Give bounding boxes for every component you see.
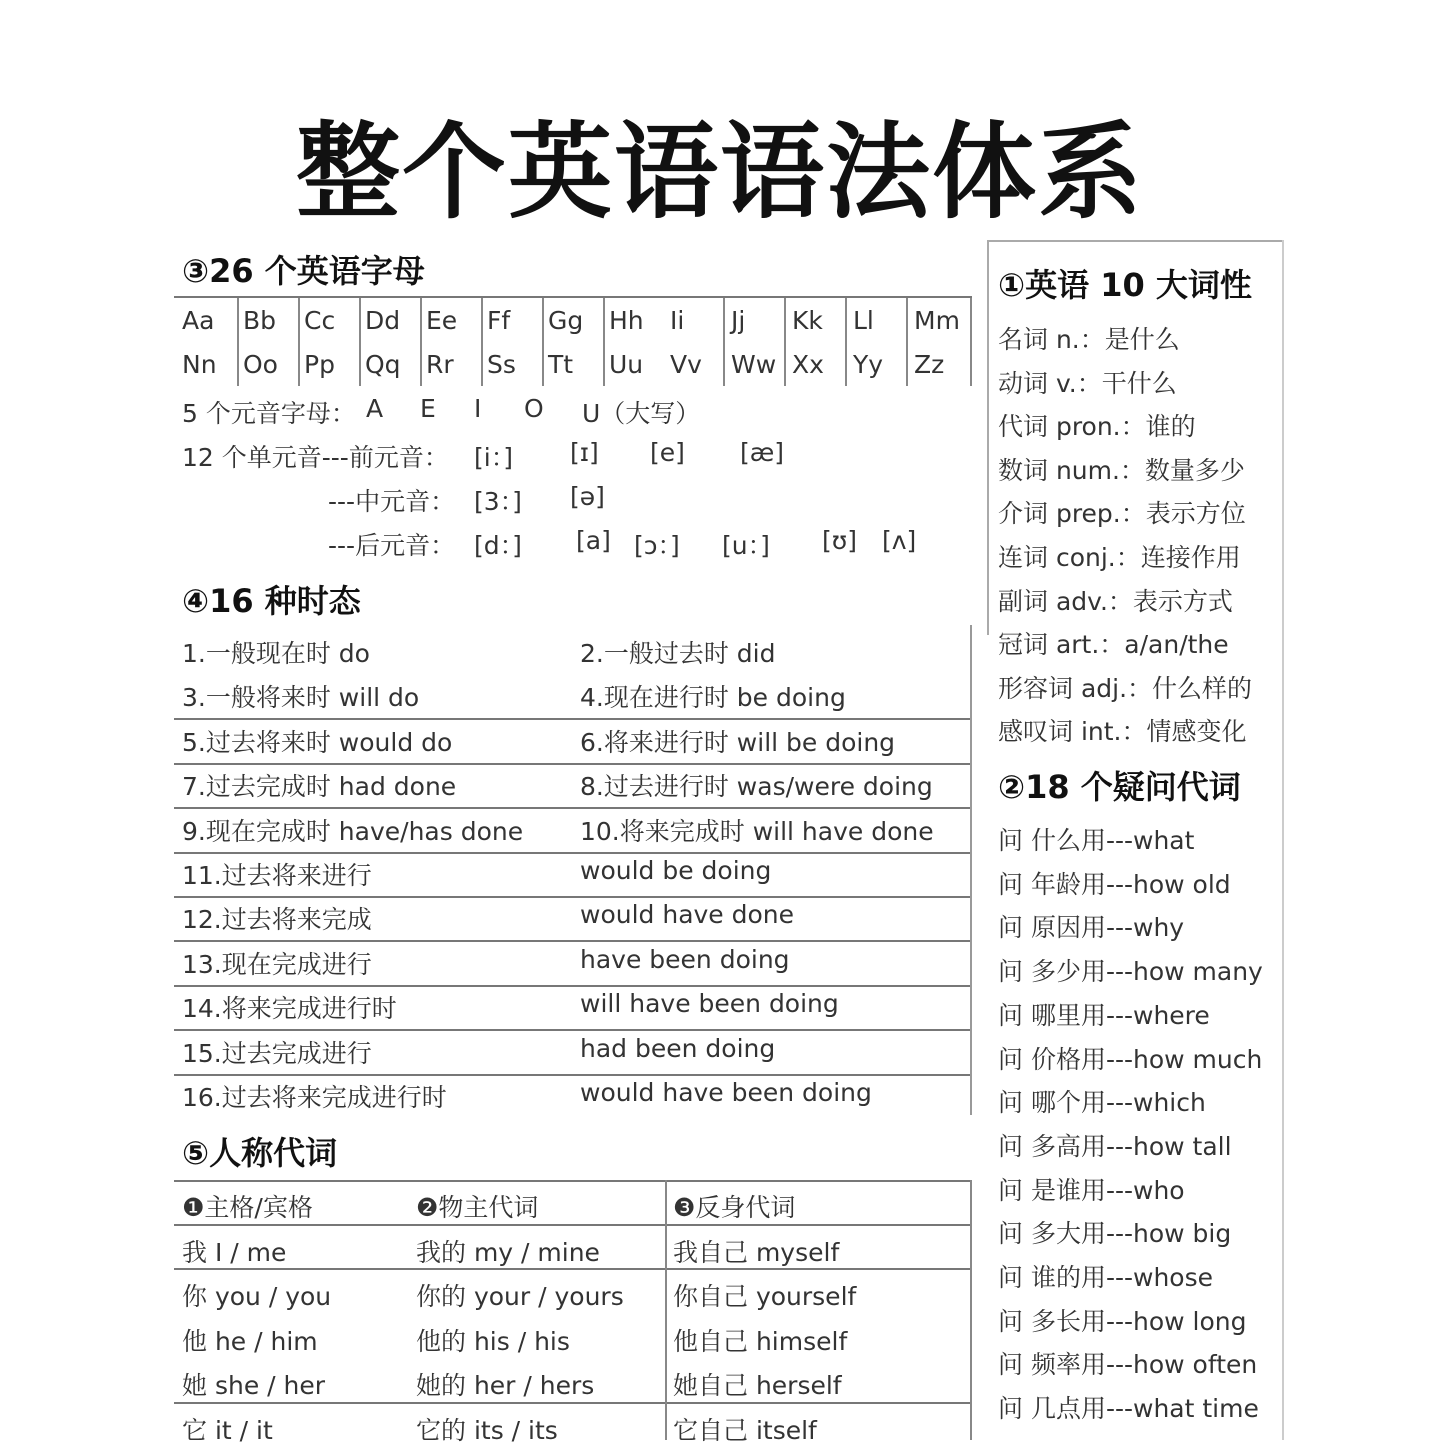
tense-form: would be doing: [580, 856, 772, 885]
phoneme: [i：]: [474, 443, 513, 472]
pronoun-header: ❷物主代词: [416, 1193, 539, 1222]
phoneme: [æ]: [740, 438, 785, 467]
alphabet-letter: Ss: [487, 350, 516, 379]
question-word-item: 问 谁的用---whose: [998, 1263, 1214, 1292]
pronouns-heading: ⑤人称代词: [182, 1134, 338, 1172]
pronoun-column-divider: [665, 1180, 667, 1440]
question-word-item: 问 频率用---how often: [998, 1350, 1258, 1380]
vowel-i: I: [474, 394, 482, 423]
alphabet-column-divider: [845, 298, 847, 386]
pronoun-cell: 你的 your / yours: [416, 1282, 624, 1312]
pronoun-cell: 它 it / it: [182, 1415, 273, 1445]
vowel-a: A: [366, 394, 384, 423]
pos-item: 代词 pron.：谁的: [998, 412, 1196, 442]
pos-item: 连词 conj.：连接作用: [998, 543, 1241, 572]
alphabet-letter: Yy: [853, 350, 884, 379]
alphabet-letter: Jj: [731, 306, 746, 335]
vowel-u: U（大写）: [582, 399, 701, 428]
tense-name: 1.一般现在时 do: [182, 639, 370, 668]
tense-name: 16.过去将来完成进行时: [182, 1083, 447, 1112]
question-word-item: 问 多高用---how tall: [998, 1131, 1232, 1161]
pronoun-cell: 他的 his / his: [416, 1326, 570, 1356]
pronoun-header: ❶主格/宾格: [182, 1193, 313, 1222]
alphabet-letter: Oo: [243, 350, 278, 379]
pronoun-cell: 她 she / her: [182, 1371, 326, 1401]
phoneme: [e]: [650, 438, 685, 467]
vowel-o: O: [524, 394, 544, 423]
alphabet-column-divider: [784, 298, 786, 386]
pos-item: 名词 n.：是什么: [998, 325, 1180, 354]
alphabet-letter: Tt: [548, 350, 574, 379]
alphabet-letter: Ff: [487, 306, 511, 335]
phoneme: [ʊ]: [822, 526, 857, 555]
tenses-right-border: [970, 625, 972, 1115]
pos-item: 副词 adv.：表示方式: [998, 586, 1233, 616]
pos-item: 数词 num.：数量多少: [998, 455, 1245, 485]
question-word-item: 问 价格用---how much: [998, 1044, 1263, 1074]
tense-form: 8.过去进行时 was/were doing: [580, 772, 933, 802]
pronoun-row-rule: [174, 1402, 972, 1404]
pronoun-cell: 你自己 yourself: [673, 1282, 857, 1312]
question-word-item: 问 哪里用---where: [998, 1000, 1210, 1030]
alphabet-letter: Ww: [731, 350, 777, 379]
tense-form: have been doing: [580, 944, 790, 974]
pronoun-column-divider: [970, 1180, 972, 1440]
alphabet-letter: Ll: [853, 306, 874, 335]
pronoun-cell: 他自己 himself: [673, 1326, 848, 1356]
question-word-item: 问 什么用---what: [998, 826, 1195, 855]
alphabet-letter: Gg: [548, 306, 584, 335]
pronoun-cell: 我自己 myself: [673, 1238, 840, 1267]
back-vowels-label: ---后元音：: [328, 531, 456, 560]
alphabet-column-divider: [359, 298, 361, 386]
alphabet-letter: Qq: [365, 350, 401, 379]
pronoun-cell: 它的 its / its: [416, 1415, 558, 1445]
alphabet-column-divider: [420, 298, 422, 386]
question-word-item: 问 年龄用---how old: [998, 869, 1231, 899]
question-word-item: 问 多少用---how many: [998, 957, 1263, 987]
alphabet-letter: Vv: [670, 350, 702, 379]
right-box-top: [987, 240, 1284, 242]
alphabet-column-divider: [906, 298, 908, 386]
pronoun-cell: 他 he / him: [182, 1326, 318, 1356]
alphabet-letter: Mm: [914, 306, 960, 335]
pronoun-top-rule: [174, 1180, 972, 1182]
tense-form: 2.一般过去时 did: [580, 639, 776, 668]
pronoun-cell: 我 I / me: [182, 1238, 287, 1267]
tense-name: 13.现在完成进行: [182, 949, 372, 979]
question-word-item: 问 多长用---how long: [998, 1306, 1247, 1336]
tense-name: 9.现在完成时 have/has done: [182, 816, 524, 846]
alphabet-letter: Hh: [609, 306, 644, 335]
tense-form: 4.现在进行时 be doing: [580, 683, 846, 713]
tense-row-rule: [174, 896, 972, 898]
tense-row-rule: [174, 1029, 972, 1031]
alphabet-letter: Uu: [609, 350, 644, 379]
page-title: 整个英语语法体系: [295, 111, 1144, 233]
tense-form: will have been doing: [580, 989, 839, 1019]
pos-item: 感叹词 int.：情感变化: [998, 717, 1247, 747]
alphabet-column-divider: [298, 298, 300, 386]
tense-row-rule: [174, 985, 972, 987]
pronoun-cell: 她的 her / hers: [416, 1371, 595, 1401]
tense-name: 14.将来完成进行时: [182, 994, 397, 1024]
tense-name: 7.过去完成时 had done: [182, 772, 457, 802]
alphabet-column-divider: [542, 298, 544, 386]
tense-form: would have done: [580, 900, 795, 930]
pos-item: 形容词 adj.：什么样的: [998, 673, 1253, 703]
phoneme: [a]: [576, 526, 611, 555]
tense-form: would have been doing: [580, 1078, 872, 1107]
front-vowels-label: 12 个单元音---前元音：: [182, 443, 449, 472]
phoneme: [ɪ]: [570, 438, 599, 467]
alphabet-letter: Xx: [792, 350, 824, 379]
alphabet-column-divider: [481, 298, 483, 386]
alphabet-letter: Bb: [243, 306, 277, 335]
phoneme: [d：]: [474, 531, 522, 560]
alphabet-column-divider: [723, 298, 725, 386]
tense-row-rule: [174, 852, 972, 854]
tense-row-rule: [174, 718, 972, 720]
alphabet-letter: Dd: [365, 306, 401, 335]
tense-name: 15.过去完成进行: [182, 1038, 372, 1068]
vowels-label: 5 个元音字母：: [182, 399, 356, 428]
mid-vowels-label: ---中元音：: [328, 487, 456, 516]
question-word-item: 问 原因用---why: [998, 913, 1185, 943]
alphabet-letter: Kk: [792, 306, 823, 335]
tenses-heading: ④16 种时态: [182, 582, 361, 620]
question-word-item: 问 哪个用---which: [998, 1088, 1206, 1118]
alphabet-column-divider: [237, 298, 239, 386]
questions-heading: ②18 个疑问代词: [998, 768, 1241, 806]
tense-name: 11.过去将来进行: [182, 861, 372, 890]
pronoun-header: ❸反身代词: [673, 1193, 796, 1222]
alphabet-letter: Zz: [914, 350, 945, 379]
pronoun-cell: 它自己 itself: [673, 1415, 817, 1445]
phoneme: [ɔ：]: [634, 531, 680, 560]
question-word-item: 问 多大用---how big: [998, 1219, 1232, 1249]
alphabet-letter: Rr: [426, 350, 454, 379]
right-box-right: [1282, 240, 1284, 1440]
pronoun-cell: 你 you / you: [182, 1282, 332, 1312]
alphabet-heading: ③26 个英语字母: [182, 252, 425, 290]
pos-heading: ①英语 10 大词性: [998, 266, 1252, 304]
alphabet-column-divider: [970, 298, 972, 386]
tense-name: 12.过去将来完成: [182, 905, 372, 935]
phoneme: [ʌ]: [882, 526, 917, 555]
alphabet-letter: Nn: [182, 350, 217, 379]
alphabet-column-divider: [603, 298, 605, 386]
tense-row-rule: [174, 940, 972, 942]
pronoun-header-rule: [174, 1224, 972, 1226]
question-word-item: 问 是谁用---who: [998, 1175, 1185, 1205]
phoneme: [ə]: [570, 482, 605, 511]
phoneme: [3：]: [474, 487, 522, 516]
pos-item: 动词 v.：干什么: [998, 368, 1177, 398]
tense-name: 3.一般将来时 will do: [182, 683, 420, 713]
phoneme: [u：]: [722, 531, 770, 560]
alphabet-letter: Ee: [426, 306, 458, 335]
pos-item: 介词 prep.：表示方位: [998, 499, 1246, 529]
tense-form: 6.将来进行时 will be doing: [580, 727, 896, 757]
pronoun-cell: 她自己 herself: [673, 1371, 842, 1401]
pronoun-cell: 我的 my / mine: [416, 1238, 600, 1267]
vowel-e: E: [420, 394, 436, 423]
right-box-left: [987, 240, 989, 635]
alphabet-letter: Cc: [304, 306, 336, 335]
tense-form: had been doing: [580, 1033, 776, 1063]
alphabet-letter: Pp: [304, 350, 335, 379]
tense-row-rule: [174, 807, 972, 809]
alphabet-letter: Ii: [670, 306, 685, 335]
pos-item: 冠词 art.：a/an/the: [998, 630, 1229, 660]
question-word-item: 问 几点用---what time: [998, 1394, 1259, 1424]
alphabet-top-rule: [174, 296, 972, 298]
tense-form: 10.将来完成时 will have done: [580, 816, 934, 846]
tense-row-rule: [174, 1074, 972, 1076]
alphabet-letter: Aa: [182, 306, 215, 335]
tense-row-rule: [174, 763, 972, 765]
tense-name: 5.过去将来时 would do: [182, 727, 453, 757]
